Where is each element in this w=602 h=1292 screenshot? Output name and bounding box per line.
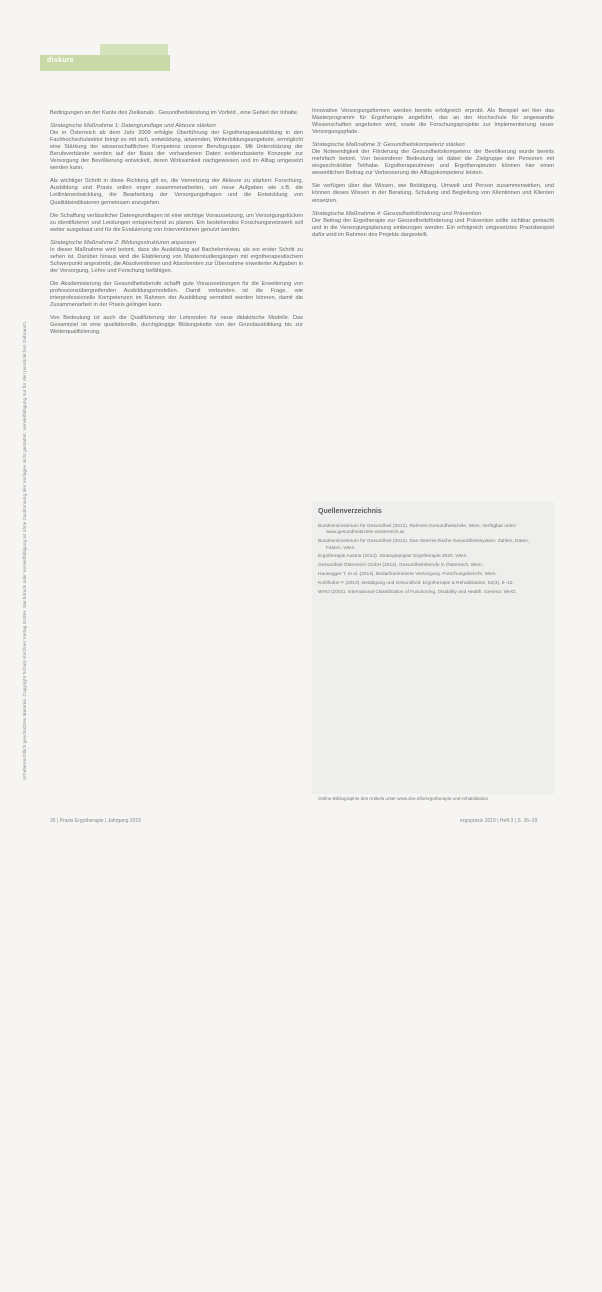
footer-left: 26 | Praxis Ergotherapie | Jahrgang 2015 xyxy=(50,818,141,824)
references-box xyxy=(312,502,554,794)
section-header-bar xyxy=(40,55,170,71)
section-heading: Strategische Maßnahme 1: Datengrundlage und Akteure stärken xyxy=(50,123,216,130)
section-label: diskurs xyxy=(47,57,74,64)
reference-item: Hausegger T, et al. (2014). Bedarfsorientierte Versorgung. Forschungsbericht. Wien. xyxy=(318,572,497,577)
section-heading: Strategische Maßnahme 3: Gesundheitskompetenz stärken xyxy=(312,142,465,149)
reference-item: Kohlhuber F (2013). Betätigung und Gesundheit. Ergotherapie & Rehabilitation, 52(3), 8–12. xyxy=(318,580,514,586)
paragraph: Die in Österreich ab dem Jahr 2009 erfolgte Überführung der Ergotherapieausbildung in den Fachhochschulsektor bringt es mit sich, entwicklung, anwenden, Weiterbildungsangebote, ermöglicht eine Stärkung der wissenschaftlichen Kompetenz unserer Berufsgruppe. Mit Unterstützung der Berufsverbände werden auf der Basis der vorhandenen Daten evidenzbasierte Konzepte zur Versorgung der Bevölkerung entwickelt, deren Wirksamkeit nachgewiesen und im Alltag umgesetzt werden kann. xyxy=(50,130,303,172)
left-column xyxy=(50,110,303,342)
paragraph: Als wichtiger Schritt in diese Richtung gilt es, die Vernetzung der Akteure zu stärken: Forschung, Ausbildung und Praxis sollen enger zusammenarbeiten, um neue Aufgaben wie z.B. die Leitlinienentwicklung, die Bearbeitung der Versorgungsfragen und die Entwicklung von Qualitätsindikatoren gemeinsam anzugehen. xyxy=(50,178,303,206)
reference-item: Ergotherapie Austria (2014). Strategiepapier Ergotherapie 2020. Wien. xyxy=(318,554,468,560)
section-heading: Strategische Maßnahme 2: Bildungsstrukturen anpassen xyxy=(50,239,196,246)
paragraph: Die Notwendigkeit der Förderung der Gesundheitskompetenz der Bevölkerung wurde bereits mehrfach betont. Von besonderer Bedeutung ist dabei die Zielgruppe der Personen mit eingeschränkter Teilhabe. Ergotherapeutinnen und Ergotherapeuten können hier einen wesentlichen Beitrag zur Verbesserung der Alltagskompetenz leisten. xyxy=(312,149,554,177)
copyright-side-note: Urheberrechtlich geschütztes Material. Copyright Schulz-Kirchner Verlag GmbH. Nachdruck oder Vervielfältigung ist ohne Zustimmung des Verlages nicht gestattet. Vervielfältigung nur für den persönlichen Gebrauch. xyxy=(22,320,27,780)
paragraph: Der Beitrag der Ergotherapie zur Gesundheitsförderung und Prävention sollte sichtbar gemacht und in die Versorgungsplanung einbezogen werden. Ein erfolgreich umgesetztes Praxisbeispiel dafür wird im Rahmen des Projekts dargestellt. xyxy=(312,217,554,238)
footer-right: ergopraxis 2015 | Heft 3 | S. 26–29 xyxy=(460,818,538,824)
references-title: Quellenverzeichnis xyxy=(318,508,382,515)
paragraph: Bedingungen an der Kante des Zielkanals . Gesundheitsleistung im Vorfeld , eine Gebiet der Inhalte. xyxy=(50,110,299,116)
section-heading: Strategische Maßnahme 4: Gesundheitsförderung und Prävention xyxy=(312,210,482,217)
paragraph: Die Schaffung verlässlicher Datengrundlagen ist eine wichtige Voraussetzung, um Versorgungslücken zu identifizieren und Leistungen entsprechend zu planen. Ein bestehendes Forschungsnetzwerk soll weiter ausgebaut und für die Evaluierung von Interventionen genutzt werden. xyxy=(50,212,303,233)
reference-item: Bundesministerium für Gesundheit (2012). Rahmen-Gesundheitsziele. Wien. Verfügbar unter: www.gesundheitsziele-oesterreich.at xyxy=(318,524,517,536)
online-bibliography-note: Online-Bibliographie des Artikels unter www.dve.info/ergotherapie-und-rehabilitation xyxy=(318,796,489,801)
paragraph: Von Bedeutung ist auch die Qualifizierung der Lehrenden für neue didaktische Modelle. Das Gesamtziel ist eine qualitätsvolle, durchgängige Bildungskette von der Grundausbildung bis zur Weiterqualifizierung. xyxy=(50,315,303,336)
right-column xyxy=(312,108,554,245)
reference-item: WHO (2001). International Classification of Functioning, Disability and Health. Geneva: WHO. xyxy=(318,589,517,595)
references-list xyxy=(318,524,546,598)
paragraph: Die Akademisierung der Gesundheitsberufe schafft gute Voraussetzungen für die Erweiterung von professionsübergreifenden Ausbildungsmodellen. Damit verbunden ist die Frage, wie interprofessionelle Kompetenzen im Rahmen der Ausbildung vermittelt werden können, damit die Zusammenarbeit in der Praxis gelingen kann. xyxy=(50,280,303,309)
paragraph: Sie verfügen über das Wissen, wie Betätigung, Umwelt und Person zusammenwirken, und können dieses Wissen in der Beratung, Schulung und Begleitung von Klientinnen und Klienten einsetzen. xyxy=(312,183,554,204)
reference-item: Gesundheit Österreich GmbH (2012). Gesundheitsberufe in Österreich. Wien. xyxy=(318,563,484,569)
reference-item: Bundesministerium für Gesundheit (2013). Das österreichische Gesundheitssystem. Zahlen, Daten, Fakten. Wien. xyxy=(318,539,530,551)
paragraph: In dieser Maßnahme wird betont, dass die Ausbildung auf Bachelorniveau als ein erster Schritt zu sehen ist. Darüber hinaus wird die Etablierung von Masterstudiengängen mit ergotherapeutischem Schwerpunkt angestrebt, die Absolventinnen und Absolventen zur Übernahme erweiterter Aufgaben in der Versorgung, Lehre und Forschung befähigen. xyxy=(50,246,303,274)
paragraph: Innovative Versorgungsformen werden bereits erfolgreich erprobt. Als Beispiel sei hier das Masterprogramm für Ergotherapie angeführt, das an der Hochschule für angewandte Wissenschaften angeboten wird, sowie die Forschungsprojekte zur Implementierung neuer Versorgungspfade. xyxy=(312,108,554,136)
